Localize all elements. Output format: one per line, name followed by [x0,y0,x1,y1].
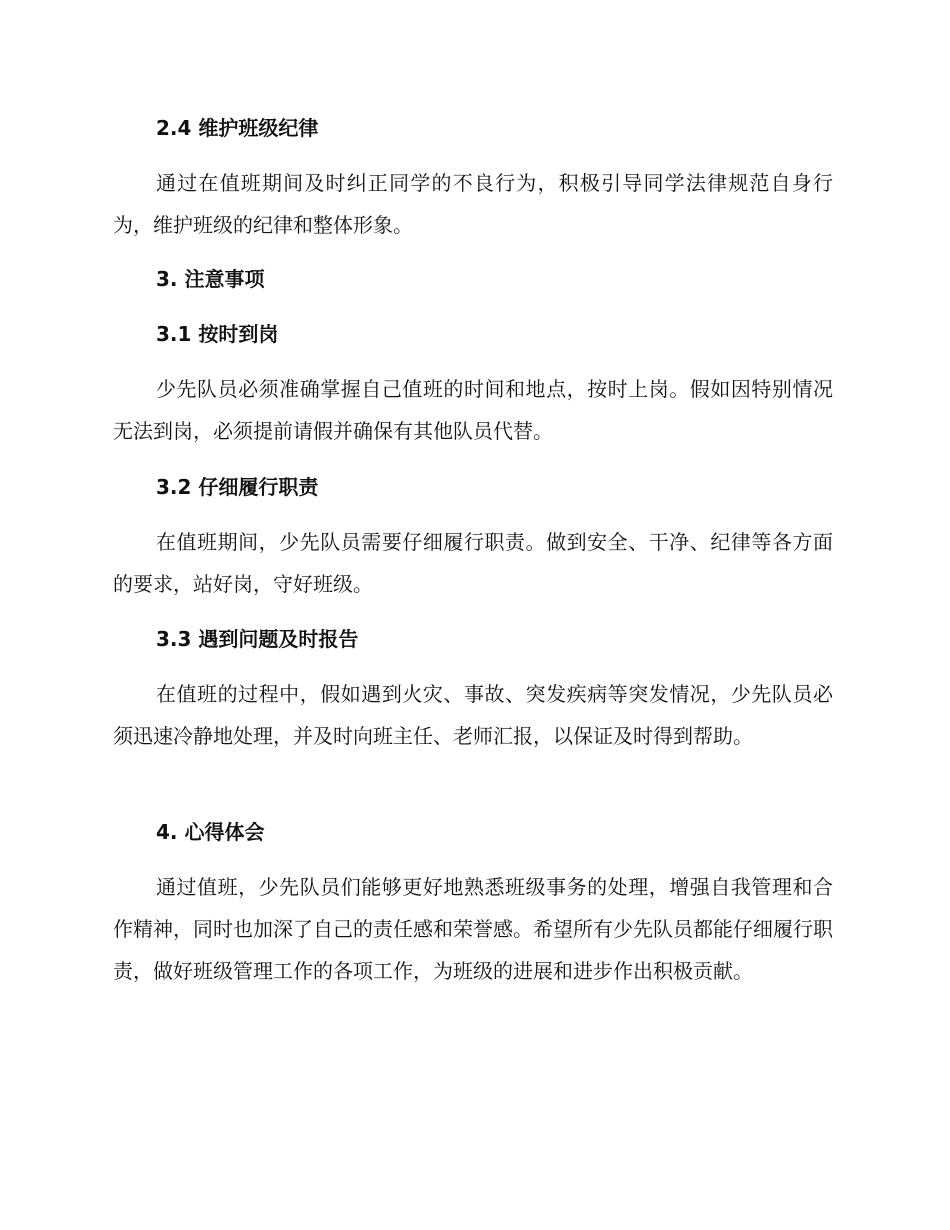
section-heading-2-4: 2.4 维护班级纪律 [156,116,319,140]
section-paragraph-2-4: 通过在值班期间及时纠正同学的不良行为，积极引导同学法律规范自身行为，维护班级的纪律和整体形象。 [113,171,833,237]
section-heading-3: 3. 注意事项 [156,267,265,291]
section-heading-4: 4. 心得体会 [156,820,265,844]
section-paragraph-3-1: 少先队员必须准确掌握自己值班的时间和地点，按时上岗。假如因特别情况无法到岗，必须提前请假并确保有其他队员代替。 [113,377,833,443]
section-heading-3-3: 3.3 遇到问题及时报告 [156,627,359,651]
section-paragraph-4: 通过值班，少先队员们能够更好地熟悉班级事务的处理，增强自我管理和合作精神，同时也加深了自己的责任感和荣誉感。希望所有少先队员都能仔细履行职责，做好班级管理工作的各项工作，为班级的进展和进步作出积极贡献。 [113,875,833,983]
section-paragraph-3-2: 在值班期间，少先队员需要仔细履行职责。做到安全、干净、纪律等各方面的要求，站好岗，守好班级。 [113,530,833,596]
section-heading-3-1: 3.1 按时到岗 [156,322,279,346]
section-heading-3-2: 3.2 仔细履行职责 [156,475,319,499]
section-paragraph-3-3: 在值班的过程中，假如遇到火灾、事故、突发疾病等突发情况，少先队员必须迅速冷静地处理，并及时向班主任、老师汇报，以保证及时得到帮助。 [113,682,833,748]
